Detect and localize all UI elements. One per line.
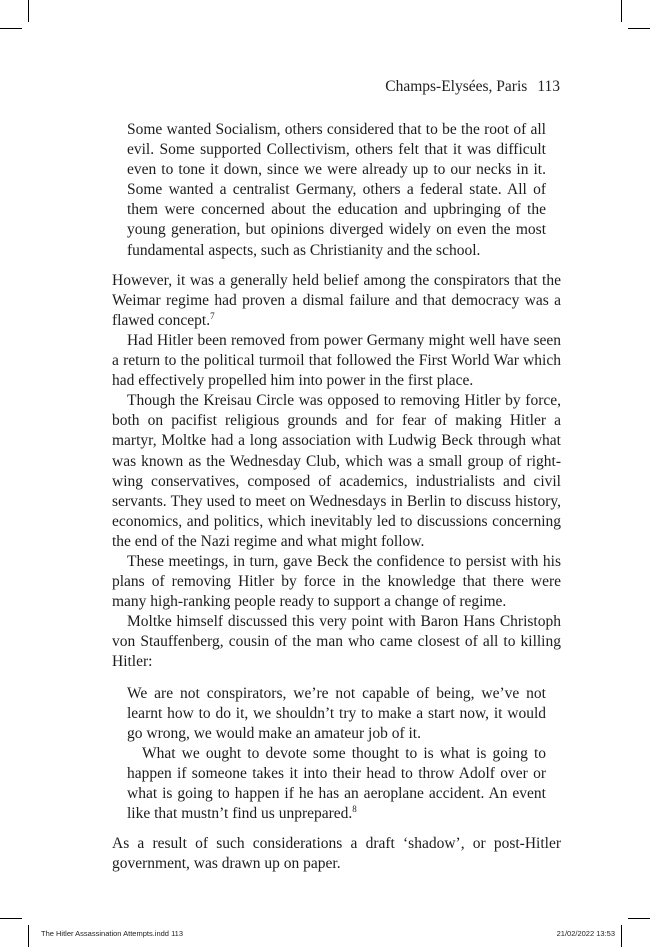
running-header: [385, 78, 560, 96]
crop-mark-top-right: [621, 0, 622, 22]
paragraph-4: These meetings, in turn, gave Beck the confidence to persist with his plans of removing Hitler by force in the knowledge that there were many high-ranking people ready to support a change of regime.: [112, 552, 561, 611]
paragraph-1: [112, 271, 561, 331]
crop-mark-top-left: [28, 0, 29, 22]
paragraph-3: Though the Kreisau Circle was opposed to removing Hitler by force, both on pacifist religious grounds and for fear of making Hitler a martyr, Moltke had a long association with Ludwig Beck through what was known as the Wednesday Club, which was a small group of right-wing conservatives, composed of academics, industrialists and civil servants. They used to meet on Wednesdays in Berlin to discuss history, economics, and politics, which inevitably led to discussions concerning the end of the Nazi regime and what might follow.: [112, 392, 561, 550]
paragraph-5: Moltke himself discussed this very point with Baron Hans Christoph von Stauffenberg, cousin of the man who came closest of all to killing Hitler:: [112, 613, 561, 671]
slug-timestamp: 21/02/2022 13:53: [556, 929, 615, 938]
paragraph-2: Had Hitler been removed from power Germany might well have seen a return to the political turmoil that followed the First World War which had effectively propelled him into power in the first place.: [112, 331, 561, 390]
running-title: Champs-Elysées, Paris: [385, 78, 528, 95]
block-quote-2: [127, 684, 546, 825]
quote-text: What we ought to devote some thought to is what is going to happen if someone takes it into their head to throw Adolf over or what is going to happen if he has an aeroplane accident. An event like that mustn’t find us unprepared.: [127, 744, 546, 823]
crop-mark-bottom-left: [28, 925, 29, 947]
page-number: 113: [537, 78, 560, 95]
crop-mark-bottom-right-h: [628, 918, 650, 919]
slug-filename: The Hitler Assassination Attempts.indd 113: [41, 929, 184, 938]
footnote-ref-7: 7: [210, 310, 215, 321]
quote-paragraph: Some wanted Socialism, others considered that to be the root of all evil. Some supported Collectivism, others felt that it was difficult even to tone it down, since we were already up to our necks in it. Some wanted a centralist Germany, others a federal state. All of them were concerned about the education and upbringing of the young generation, but opinions diverged widely on even the most fundamental aspects, such as Christianity and the school.: [127, 121, 546, 259]
crop-mark-top-left-h: [0, 28, 22, 29]
paragraph-6: As a result of such considerations a draft ‘shadow’, or post-Hitler government, was drawn up on paper.: [112, 835, 561, 873]
crop-mark-top-right-h: [628, 28, 650, 29]
footnote-ref-8: 8: [352, 804, 357, 815]
crop-mark-bottom-left-h: [0, 918, 22, 919]
crop-mark-bottom-right: [621, 925, 622, 947]
paragraph-text: However, it was a generally held belief among the conspirators that the Weimar regime had proven a dismal failure and that democracy was a flawed concept.: [112, 271, 561, 329]
block-quote-1: [127, 120, 546, 261]
body-text: [112, 118, 561, 874]
quote-paragraph-1: We are not conspirators, we’re not capable of being, we’ve not learnt how to do it, we shouldn’t try to make a start now, it would go wrong, we would make an amateur job of it.: [127, 684, 546, 742]
quote-paragraph-2: [127, 744, 546, 824]
